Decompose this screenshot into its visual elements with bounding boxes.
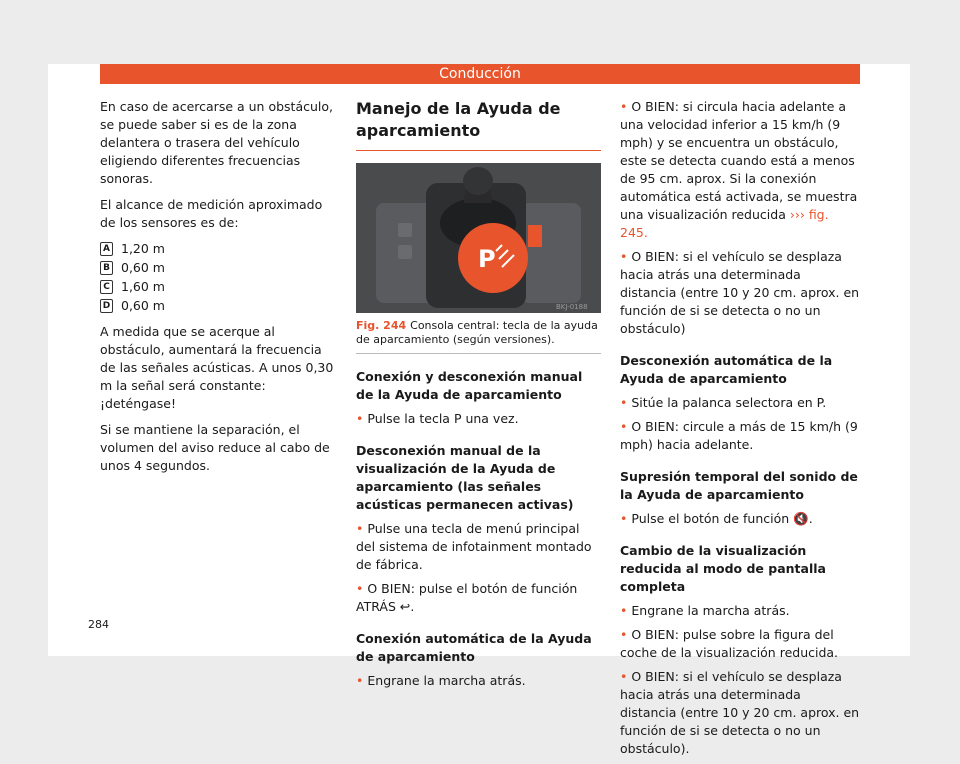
label-badge: C <box>100 280 113 294</box>
figure-code: BKJ-0188 <box>556 303 588 311</box>
list-item <box>100 259 335 277</box>
subheading: Cambio de la visualización reducida al modo de pantalla completa <box>620 543 826 594</box>
list-value: 1,60 m <box>121 279 165 294</box>
bullet-item: • Pulse una tecla de menú principal del sistema de infotainment montado de fábrica. <box>356 521 592 572</box>
subheading: Supresión temporal del sonido de la Ayuda de aparcamiento <box>620 469 858 502</box>
bullet-item: • Engrane la marcha atrás. <box>620 603 790 618</box>
list-item <box>100 240 335 258</box>
subheading: Conexión automática de la Ayuda de aparcamiento <box>356 631 592 664</box>
bullet-item: • Pulse la tecla P una vez. <box>356 411 519 426</box>
subheading: Desconexión automática de la Ayuda de aparcamiento <box>620 353 833 386</box>
list-value: 1,20 m <box>121 241 165 256</box>
paragraph: El alcance de medición aproximado de los sensores es de: <box>100 197 323 230</box>
paragraph: En caso de acercarse a un obstáculo, se puede saber si es de la zona delantera o trasera del vehículo eligiendo diferentes frecuencias sonoras. <box>100 99 333 186</box>
label-badge: A <box>100 242 113 256</box>
section-title: Manejo de la Ayuda de aparcamiento <box>356 98 601 151</box>
bullet-item: • O BIEN: pulse el botón de función ATRÁS ↩. <box>356 581 578 614</box>
chapter-header: Conducción <box>100 64 860 84</box>
list-value: 0,60 m <box>121 298 165 313</box>
svg-text:P: P <box>478 245 496 273</box>
subheading: Conexión y desconexión manual de la Ayuda de aparcamiento <box>356 369 583 402</box>
column-3 <box>620 98 860 764</box>
label-badge: D <box>100 299 113 313</box>
console-illustration <box>356 163 601 313</box>
figure-caption <box>356 319 601 354</box>
page-number: 284 <box>88 618 109 631</box>
bullet-item: • Engrane la marcha atrás. <box>356 673 526 688</box>
range-list <box>100 240 335 315</box>
bullet-item: • O BIEN: si el vehículo se desplaza hacia atrás una determinada distancia (entre 10 y 20 cm. aprox. en función de si se detecta o no un obstáculo). <box>620 669 860 756</box>
bullet-item: • O BIEN: si circula hacia adelante a una velocidad inferior a 15 km/h (9 mph) y se encuentra un obstáculo, este se detecta cuando está a menos de 95 cm. aprox. Si la conexión automática está activada, se muestra una visualización reducida ››› fig. 245. <box>620 99 858 240</box>
figure-link[interactable]: ››› fig. 245. <box>620 207 829 240</box>
bullet-item: • O BIEN: circule a más de 15 km/h (9 mph) hacia adelante. <box>620 419 858 452</box>
console-figure <box>356 163 601 313</box>
bullet-item: • Sitúe la palanca selectora en P. <box>620 395 827 410</box>
paragraph: A medida que se acerque al obstáculo, aumentará la frecuencia de las señales acústicas. A unos 0,30 m la señal será constante: ¡deténgase! <box>100 324 334 411</box>
paragraph: Si se mantiene la separación, el volumen del aviso reduce al cabo de unos 4 segundos. <box>100 422 330 473</box>
bullet-item: • O BIEN: pulse sobre la figura del coche de la visualización reducida. <box>620 627 839 660</box>
column-2 <box>356 98 601 696</box>
column-1 <box>100 98 335 483</box>
list-item <box>100 297 335 315</box>
caption-text: Consola central: tecla de la ayuda de aparcamiento (según versiones). <box>356 319 598 346</box>
list-item <box>100 278 335 296</box>
label-badge: B <box>100 261 113 275</box>
list-value: 0,60 m <box>121 260 165 275</box>
bullet-item: • O BIEN: si el vehículo se desplaza hacia atrás una determinada distancia (entre 10 y 20 cm. aprox. en función de si se detecta o no un obstáculo) <box>620 249 860 336</box>
subheading: Desconexión manual de la visualización de la Ayuda de aparcamiento (las señales acústicas permanecen activas) <box>356 443 574 512</box>
bullet-item: • Pulse el botón de función 🔇. <box>620 511 813 526</box>
figure-number: Fig. 244 <box>356 319 407 332</box>
